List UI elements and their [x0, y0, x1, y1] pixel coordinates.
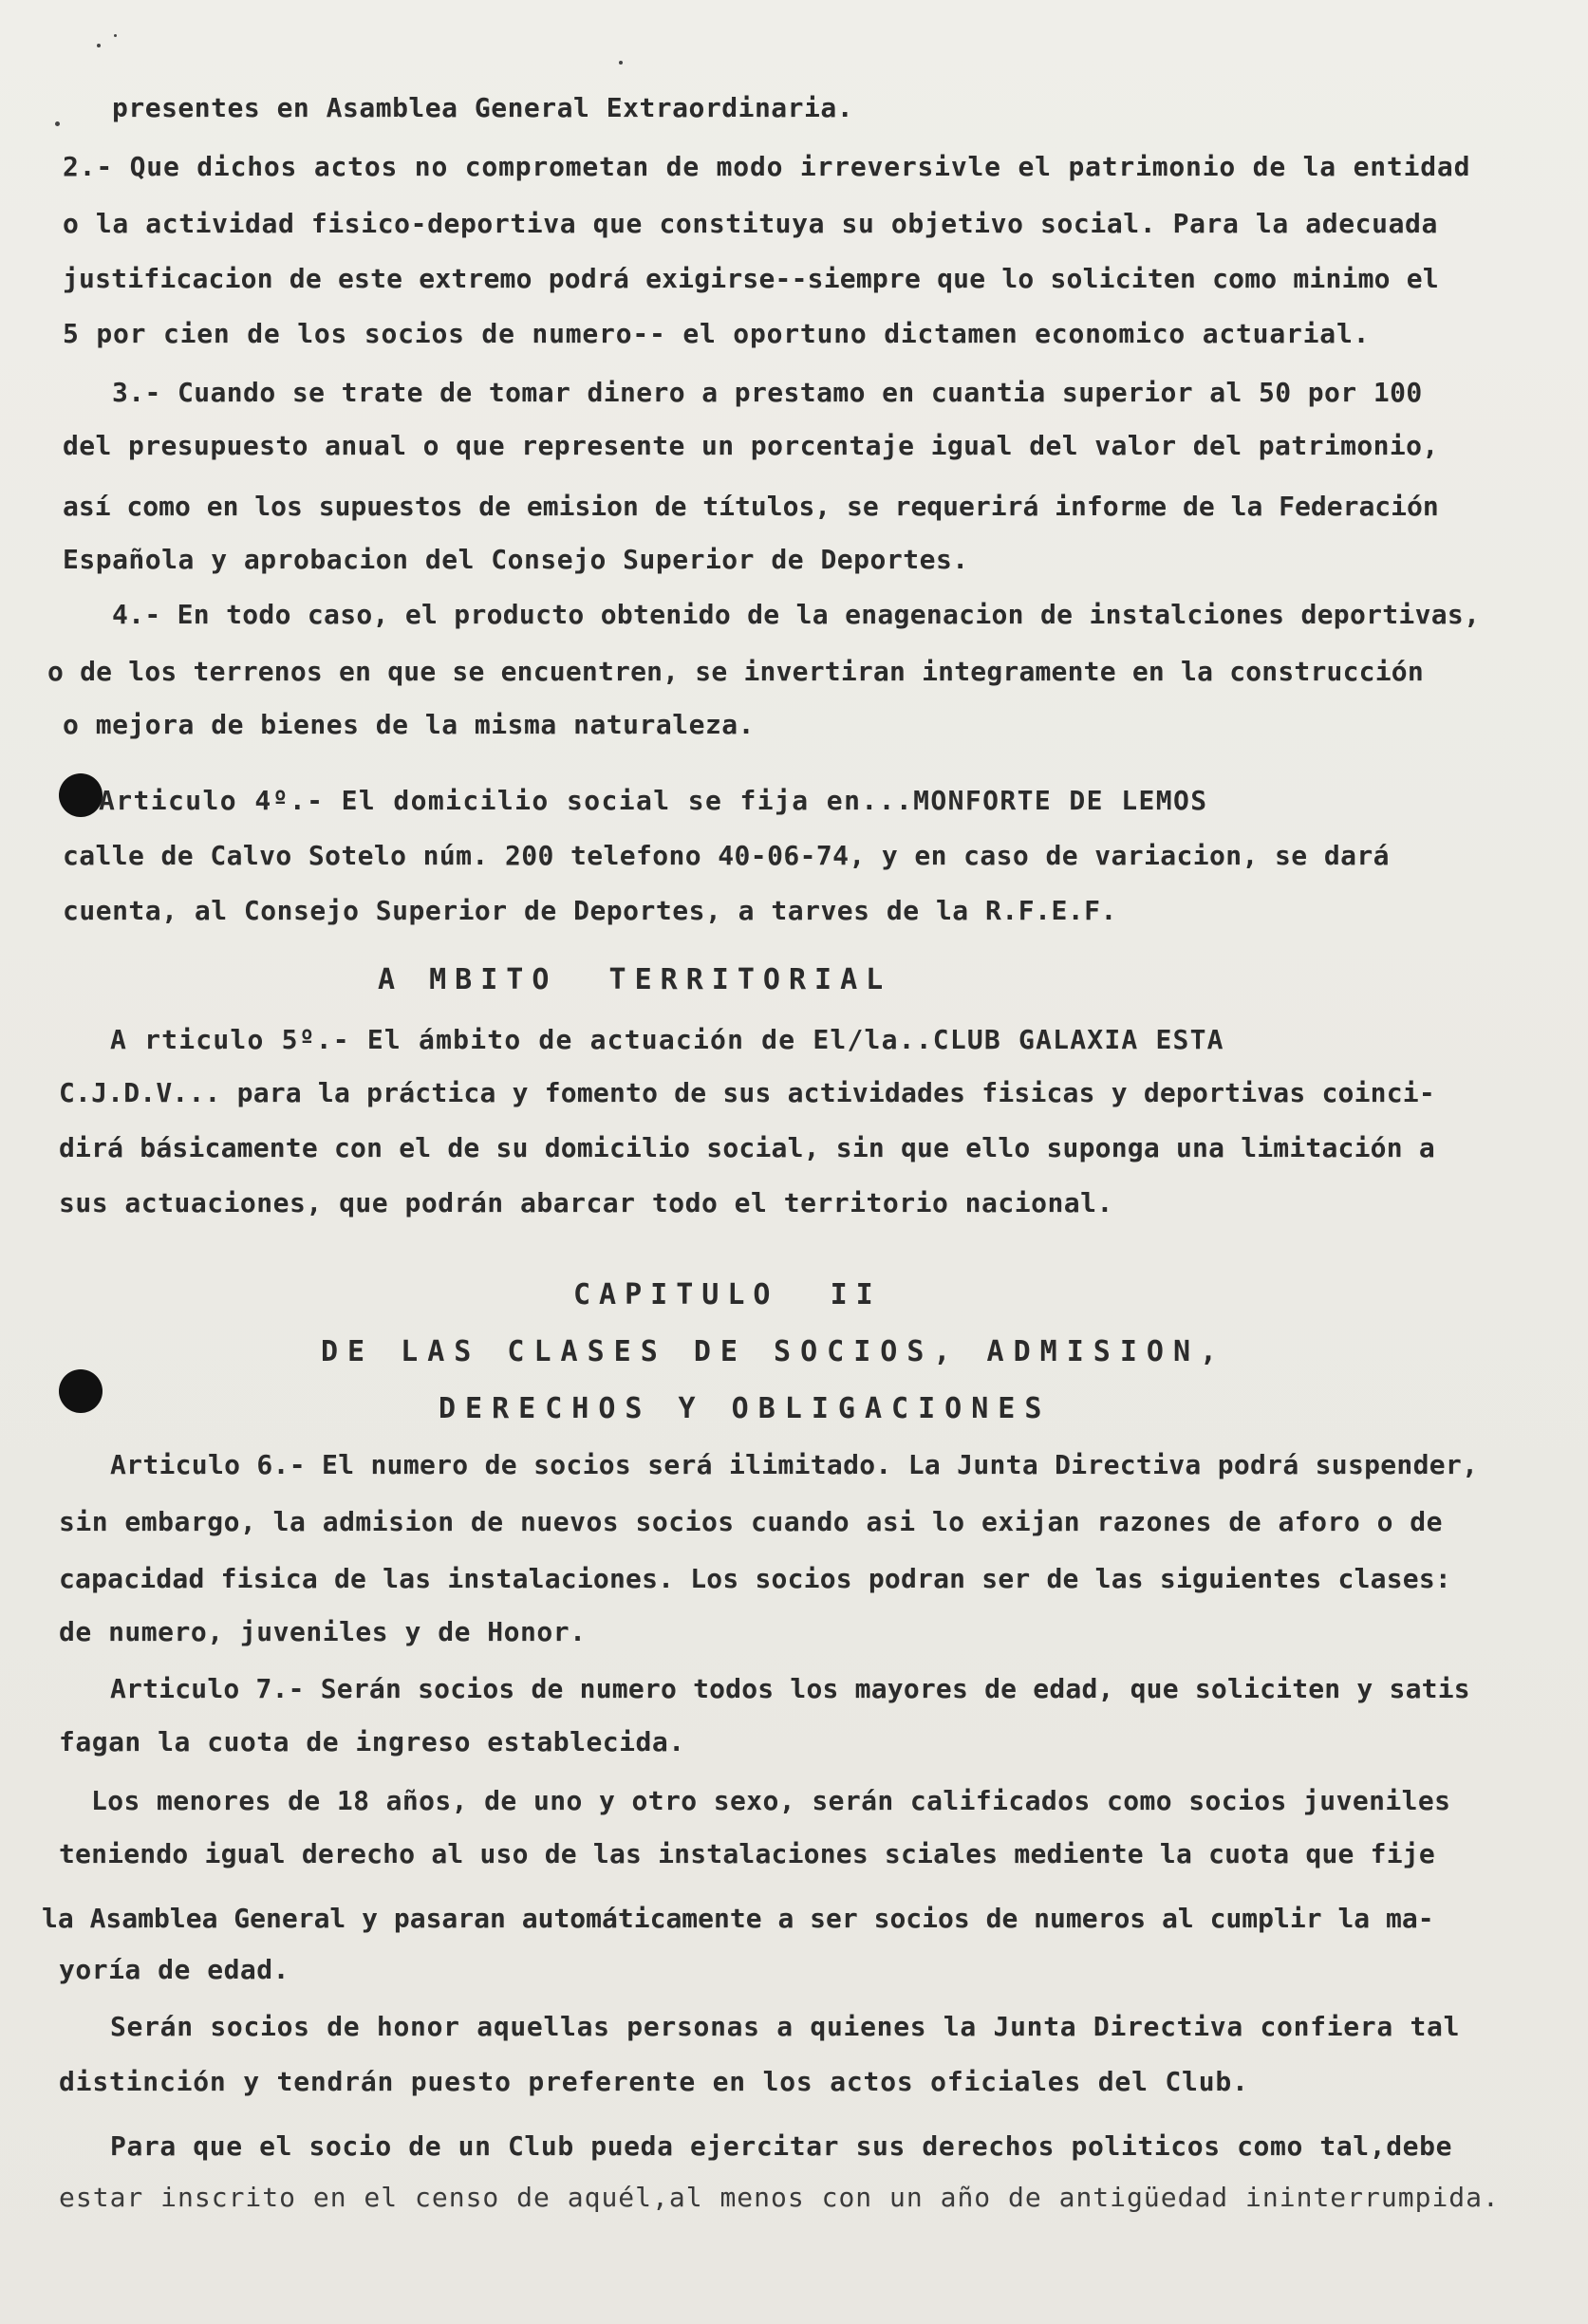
- text-line: Articulo 7.- Serán socios de numero todos los mayores de edad, que soliciten y satis: [110, 1673, 1470, 1704]
- text-line: Para que el socio de un Club pueda ejercitar sus derechos politicos como tal,debe: [110, 2130, 1453, 2162]
- text-line: yoría de edad.: [59, 1954, 290, 1985]
- chapter-heading: CAPITULO II: [573, 1278, 882, 1311]
- text-line: cuenta, al Consejo Superior de Deportes, a tarves de la R.F.E.F.: [63, 895, 1117, 926]
- text-line: 3.- Cuando se trate de tomar dinero a prestamo en cuantia superior al 50 por 100: [112, 377, 1423, 408]
- text-line: la Asamblea General y pasaran automáticamente a ser socios de numeros al cumplir la ma-: [42, 1903, 1434, 1934]
- text-line: fagan la cuota de ingreso establecida.: [59, 1726, 685, 1757]
- text-line: Los menores de 18 años, de uno y otro sexo, serán calificados como socios juveniles: [91, 1785, 1451, 1816]
- ink-speck: [97, 44, 101, 47]
- text-line: justificacion de este extremo podrá exigirse--siempre que lo soliciten como minimo el: [63, 263, 1439, 294]
- text-line: sus actuaciones, que podrán abarcar todo el territorio nacional.: [59, 1187, 1113, 1218]
- text-line: así como en los supuestos de emision de títulos, se requerirá informe de la Federación: [63, 491, 1439, 522]
- punch-hole-bottom: [59, 1369, 103, 1413]
- text-line: del presupuesto anual o que represente un porcentaje igual del valor del patrimonio,: [63, 430, 1439, 461]
- text-line: o mejora de bienes de la misma naturaleza.: [63, 709, 756, 740]
- text-line: presentes en Asamblea General Extraordinaria.: [112, 92, 854, 123]
- text-line: A rticulo 5º.- El ámbito de actuación de El/la..CLUB GALAXIA ESTA: [110, 1024, 1224, 1055]
- text-line: de numero, juveniles y de Honor.: [59, 1616, 587, 1647]
- text-line: 4.- En todo caso, el producto obtenido de la enagenacion de instalciones deportivas,: [112, 599, 1481, 630]
- text-line: Española y aprobacion del Consejo Superior de Deportes.: [63, 544, 969, 575]
- text-line: 5 por cien de los socios de numero-- el oportuno dictamen economico actuarial.: [63, 318, 1371, 349]
- text-line-final: estar inscrito en el censo de aquél,al menos con un año de antigüedad ininterrumpida.: [59, 2182, 1500, 2213]
- chapter-subheading-1: DE LAS CLASES DE SOCIOS, ADMISION,: [321, 1335, 1227, 1368]
- ink-speck: [619, 61, 623, 65]
- text-line: teniendo igual derecho al uso de las instalaciones sciales mediente la cuota que fije: [59, 1838, 1435, 1869]
- text-line: distinción y tendrán puesto preferente en los actos oficiales del Club.: [59, 2066, 1249, 2097]
- ink-speck: [114, 34, 117, 37]
- text-line: 2.- Que dichos actos no comprometan de modo irreversivle el patrimonio de la entidad: [63, 151, 1471, 182]
- ink-speck: [55, 121, 60, 126]
- punch-hole-top: [59, 773, 103, 817]
- text-line: Articulo 4º.- El domicilio social se fija en...MONFORTE DE LEMOS: [99, 785, 1208, 816]
- text-line: dirá básicamente con el de su domicilio social, sin que ello suponga una limitación a: [59, 1132, 1435, 1163]
- text-line: Articulo 6.- El numero de socios será ilimitado. La Junta Directiva podrá suspender,: [110, 1449, 1479, 1480]
- chapter-subheading-2: DERECHOS Y OBLIGACIONES: [439, 1392, 1052, 1425]
- text-line: o de los terrenos en que se encuentren, se invertiran integramente en la construcción: [47, 656, 1424, 687]
- text-line: calle de Calvo Sotelo núm. 200 telefono 40-06-74, y en caso de variacion, se dará: [63, 840, 1390, 871]
- text-line: Serán socios de honor aquellas personas a quienes la Junta Directiva confiera tal: [110, 2011, 1461, 2042]
- section-heading-ambito: A MBITO TERRITORIAL: [378, 963, 892, 996]
- text-line: C.J.D.V... para la práctica y fomento de sus actividades fisicas y deportivas coinci-: [59, 1077, 1435, 1108]
- text-line: o la actividad fisico-deportiva que constituya su objetivo social. Para la adecuada: [63, 208, 1438, 239]
- text-line: sin embargo, la admision de nuevos socios cuando asi lo exijan razones de aforo o de: [59, 1506, 1444, 1537]
- text-line: capacidad fisica de las instalaciones. Los socios podran ser de las siguientes clases:: [59, 1563, 1451, 1594]
